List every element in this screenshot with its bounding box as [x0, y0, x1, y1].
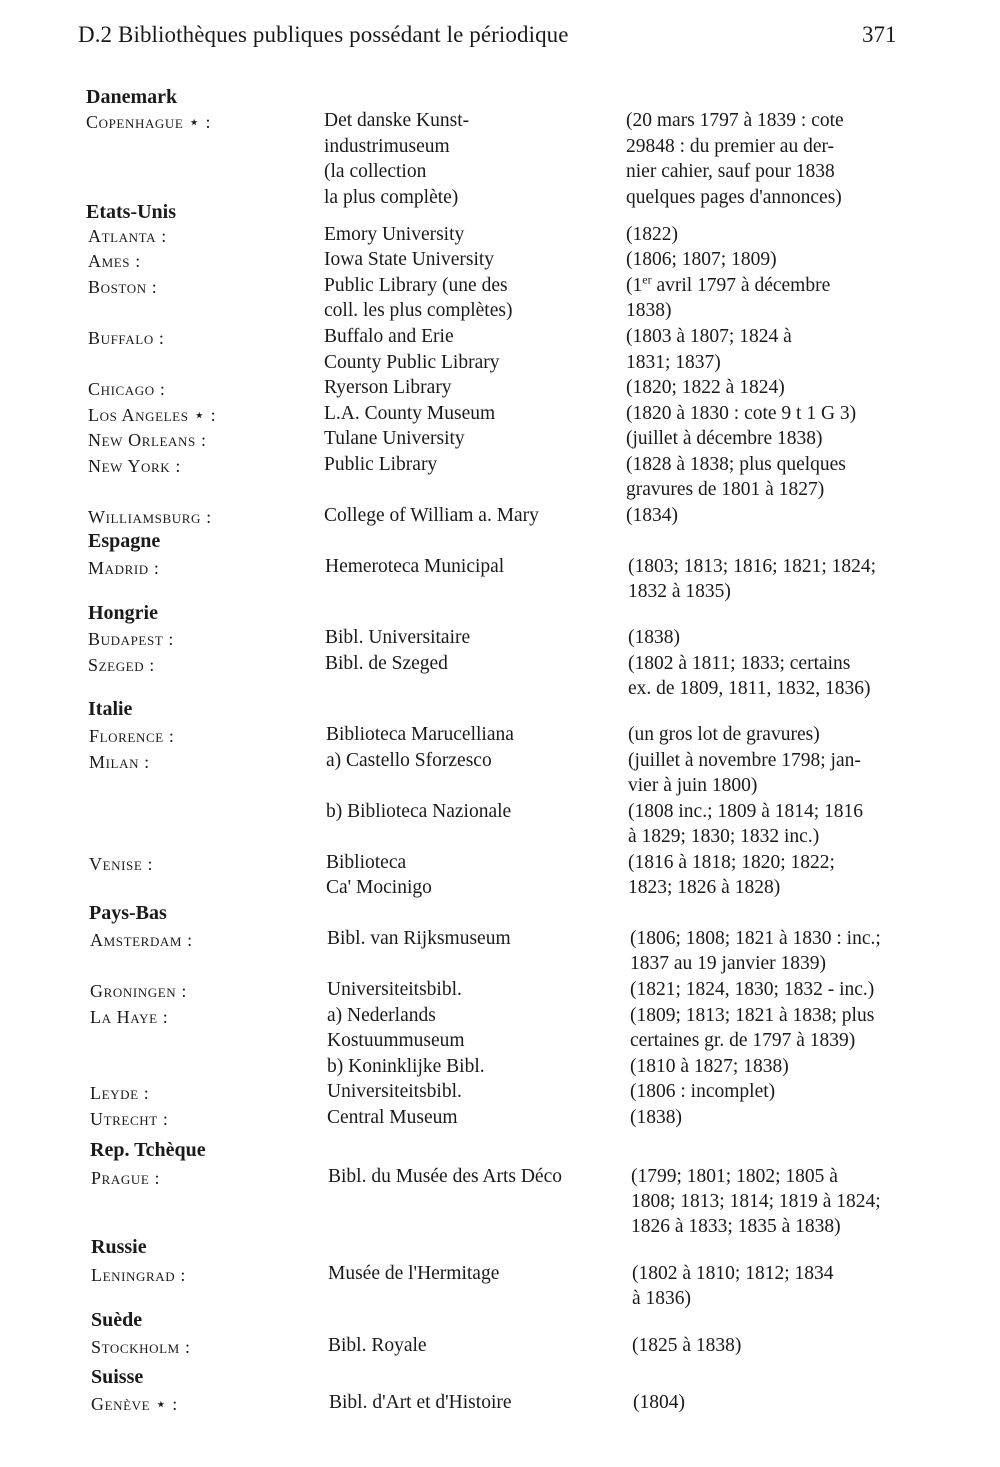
institution-name: la plus complète)	[324, 187, 459, 208]
institution-name: b) Koninklijke Bibl.	[327, 1056, 485, 1077]
city-name: New York :	[88, 456, 181, 476]
holdings-text: (1806; 1808; 1821 à 1830 : inc.;	[630, 928, 881, 949]
holdings-text: vier à juin 1800)	[628, 775, 758, 796]
holdings-text: quelques pages d'annonces)	[626, 187, 842, 208]
holdings-text: (1821; 1824, 1830; 1832 - inc.)	[630, 979, 875, 1000]
institution-name: Emory University	[324, 224, 465, 245]
holdings-text: (1803; 1813; 1816; 1821; 1824;	[628, 556, 877, 577]
holdings-text: (1806; 1807; 1809)	[626, 249, 777, 270]
holdings-text: 1837 au 19 janvier 1839)	[630, 953, 827, 974]
institution-name: Bibl. Universitaire	[325, 627, 471, 648]
holdings-text: (1803 à 1807; 1824 à	[626, 326, 792, 347]
holdings-text: (un gros lot de gravures)	[628, 724, 820, 745]
institution-name: Biblioteca Marucelliana	[326, 724, 514, 745]
page-number: 371	[862, 22, 897, 47]
city-name: Venise :	[89, 854, 154, 874]
institution-name: Hemeroteca Municipal	[325, 556, 505, 577]
institution-name: industrimuseum	[324, 136, 450, 157]
city-name: Ames :	[88, 251, 141, 271]
institution-name: Det danske Kunst-	[324, 110, 470, 131]
holdings-text: nier cahier, sauf pour 1838	[626, 161, 835, 182]
holdings-text: (1838)	[630, 1107, 682, 1128]
holdings-text: 1823; 1826 à 1828)	[628, 877, 781, 898]
country-heading: Espagne	[88, 530, 161, 552]
institution-name: Ca' Mocinigo	[326, 877, 432, 898]
institution-name: Universiteitsbibl.	[327, 1081, 462, 1102]
holdings-text: (1838)	[628, 627, 680, 648]
country-heading: Hongrie	[88, 602, 158, 624]
holdings-text: (1834)	[626, 505, 678, 526]
holdings-text: (1828 à 1838; plus quelques	[626, 454, 846, 475]
country-heading: Rep. Tchèque	[90, 1139, 206, 1161]
holdings-text: à 1829; 1830; 1832 inc.)	[628, 826, 820, 847]
holdings-text: (1799; 1801; 1802; 1805 à	[631, 1166, 838, 1187]
city-name: Madrid :	[88, 558, 160, 578]
city-name: New Orleans :	[88, 430, 207, 450]
holdings-text: (1810 à 1827; 1838)	[630, 1056, 789, 1077]
country-heading: Italie	[88, 698, 133, 720]
city-name: Szeged :	[88, 655, 155, 675]
city-name: Milan :	[89, 752, 150, 772]
city-name: Buffalo :	[88, 328, 165, 348]
institution-name: Ryerson Library	[324, 377, 452, 398]
institution-name: b) Biblioteca Nazionale	[326, 801, 512, 822]
holdings-text: 29848 : du premier au der-	[626, 136, 835, 157]
holdings-text: 1826 à 1833; 1835 à 1838)	[631, 1216, 841, 1237]
city-name: Copenhague ⋆ :	[86, 112, 212, 132]
holdings-text: 1831; 1837)	[626, 352, 721, 373]
institution-name: Bibl. de Szeged	[325, 653, 448, 674]
holdings-text: (1825 à 1838)	[632, 1335, 742, 1356]
holdings-text: (1822)	[626, 224, 678, 245]
city-name: Williamsburg :	[88, 507, 212, 527]
holdings-text: (juillet à décembre 1838)	[626, 428, 823, 449]
city-name: Stockholm :	[91, 1337, 191, 1357]
institution-name: Central Museum	[327, 1107, 458, 1128]
institution-name: Bibl. Royale	[328, 1335, 427, 1356]
holdings-text: certaines gr. de 1797 à 1839)	[630, 1030, 856, 1051]
city-name: La Haye :	[90, 1007, 169, 1027]
holdings-text: (1804)	[633, 1392, 685, 1413]
holdings-text: (1820; 1822 à 1824)	[626, 377, 785, 398]
holdings-text: (1er avril 1797 à décembre	[626, 272, 831, 296]
institution-name: Biblioteca	[326, 852, 407, 873]
institution-name: College of William a. Mary	[324, 505, 539, 526]
institution-name: Bibl. d'Art et d'Histoire	[329, 1392, 512, 1413]
holdings-text: (1820 à 1830 : cote 9 t 1 G 3)	[626, 403, 857, 424]
city-name: Florence :	[89, 726, 175, 746]
city-name: Utrecht :	[90, 1109, 169, 1129]
holdings-text: (20 mars 1797 à 1839 : cote	[626, 110, 844, 131]
holdings-text: (1806 : incomplet)	[630, 1081, 776, 1102]
holdings-text: (1809; 1813; 1821 à 1838; plus	[630, 1005, 875, 1026]
holdings-text: (1802 à 1811; 1833; certains	[628, 653, 851, 674]
holdings-text: (juillet à novembre 1798; jan-	[628, 750, 861, 771]
city-name: Genève ⋆ :	[91, 1394, 178, 1414]
institution-name: County Public Library	[324, 352, 500, 373]
holdings-text: 1808; 1813; 1814; 1819 à 1824;	[631, 1191, 881, 1212]
country-heading: Pays-Bas	[89, 902, 167, 924]
institution-name: (la collection	[324, 161, 427, 182]
institution-name: Public Library (une des	[324, 275, 508, 296]
holdings-text: (1816 à 1818; 1820; 1822;	[628, 852, 835, 873]
institution-name: Musée de l'Hermitage	[328, 1263, 500, 1284]
city-name: Boston :	[88, 277, 158, 297]
institution-name: Bibl. van Rijksmuseum	[327, 928, 511, 949]
institution-name: Bibl. du Musée des Arts Déco	[328, 1166, 562, 1187]
holdings-text: ex. de 1809, 1811, 1832, 1836)	[628, 678, 871, 699]
running-header-title: D.2 Bibliothèques publiques possédant le périodique	[78, 22, 569, 47]
city-name: Budapest :	[88, 629, 175, 649]
country-heading: Suisse	[91, 1366, 144, 1388]
holdings-text: (1808 inc.; 1809 à 1814; 1816	[628, 801, 864, 822]
city-name: Los Angeles ⋆ :	[88, 405, 217, 425]
city-name: Amsterdam :	[90, 930, 193, 950]
country-heading: Danemark	[86, 86, 178, 108]
institution-name: Public Library	[324, 454, 438, 475]
city-name: Atlanta :	[88, 226, 167, 246]
holdings-text: 1832 à 1835)	[628, 581, 731, 602]
city-name: Chicago :	[88, 379, 166, 399]
holdings-text: gravures de 1801 à 1827)	[626, 479, 825, 500]
country-heading: Suède	[91, 1309, 143, 1331]
institution-name: a) Nederlands	[327, 1005, 436, 1026]
institution-name: a) Castello Sforzesco	[326, 750, 492, 771]
institution-name: L.A. County Museum	[324, 403, 496, 424]
city-name: Leyde :	[90, 1083, 150, 1103]
holdings-text: à 1836)	[632, 1288, 692, 1309]
institution-name: coll. les plus complètes)	[324, 300, 513, 321]
holdings-text: (1802 à 1810; 1812; 1834	[632, 1263, 834, 1284]
institution-name: Universiteitsbibl.	[327, 979, 462, 1000]
institution-name: Buffalo and Erie	[324, 326, 454, 347]
city-name: Groningen :	[90, 981, 187, 1001]
city-name: Leningrad :	[91, 1265, 186, 1285]
institution-name: Kostuummuseum	[327, 1030, 465, 1051]
country-heading: Etats-Unis	[86, 201, 177, 223]
city-name: Prague :	[91, 1168, 161, 1188]
institution-name: Iowa State University	[324, 249, 495, 270]
institution-name: Tulane University	[324, 428, 465, 449]
country-heading: Russie	[91, 1236, 147, 1258]
holdings-text: 1838)	[626, 300, 672, 321]
